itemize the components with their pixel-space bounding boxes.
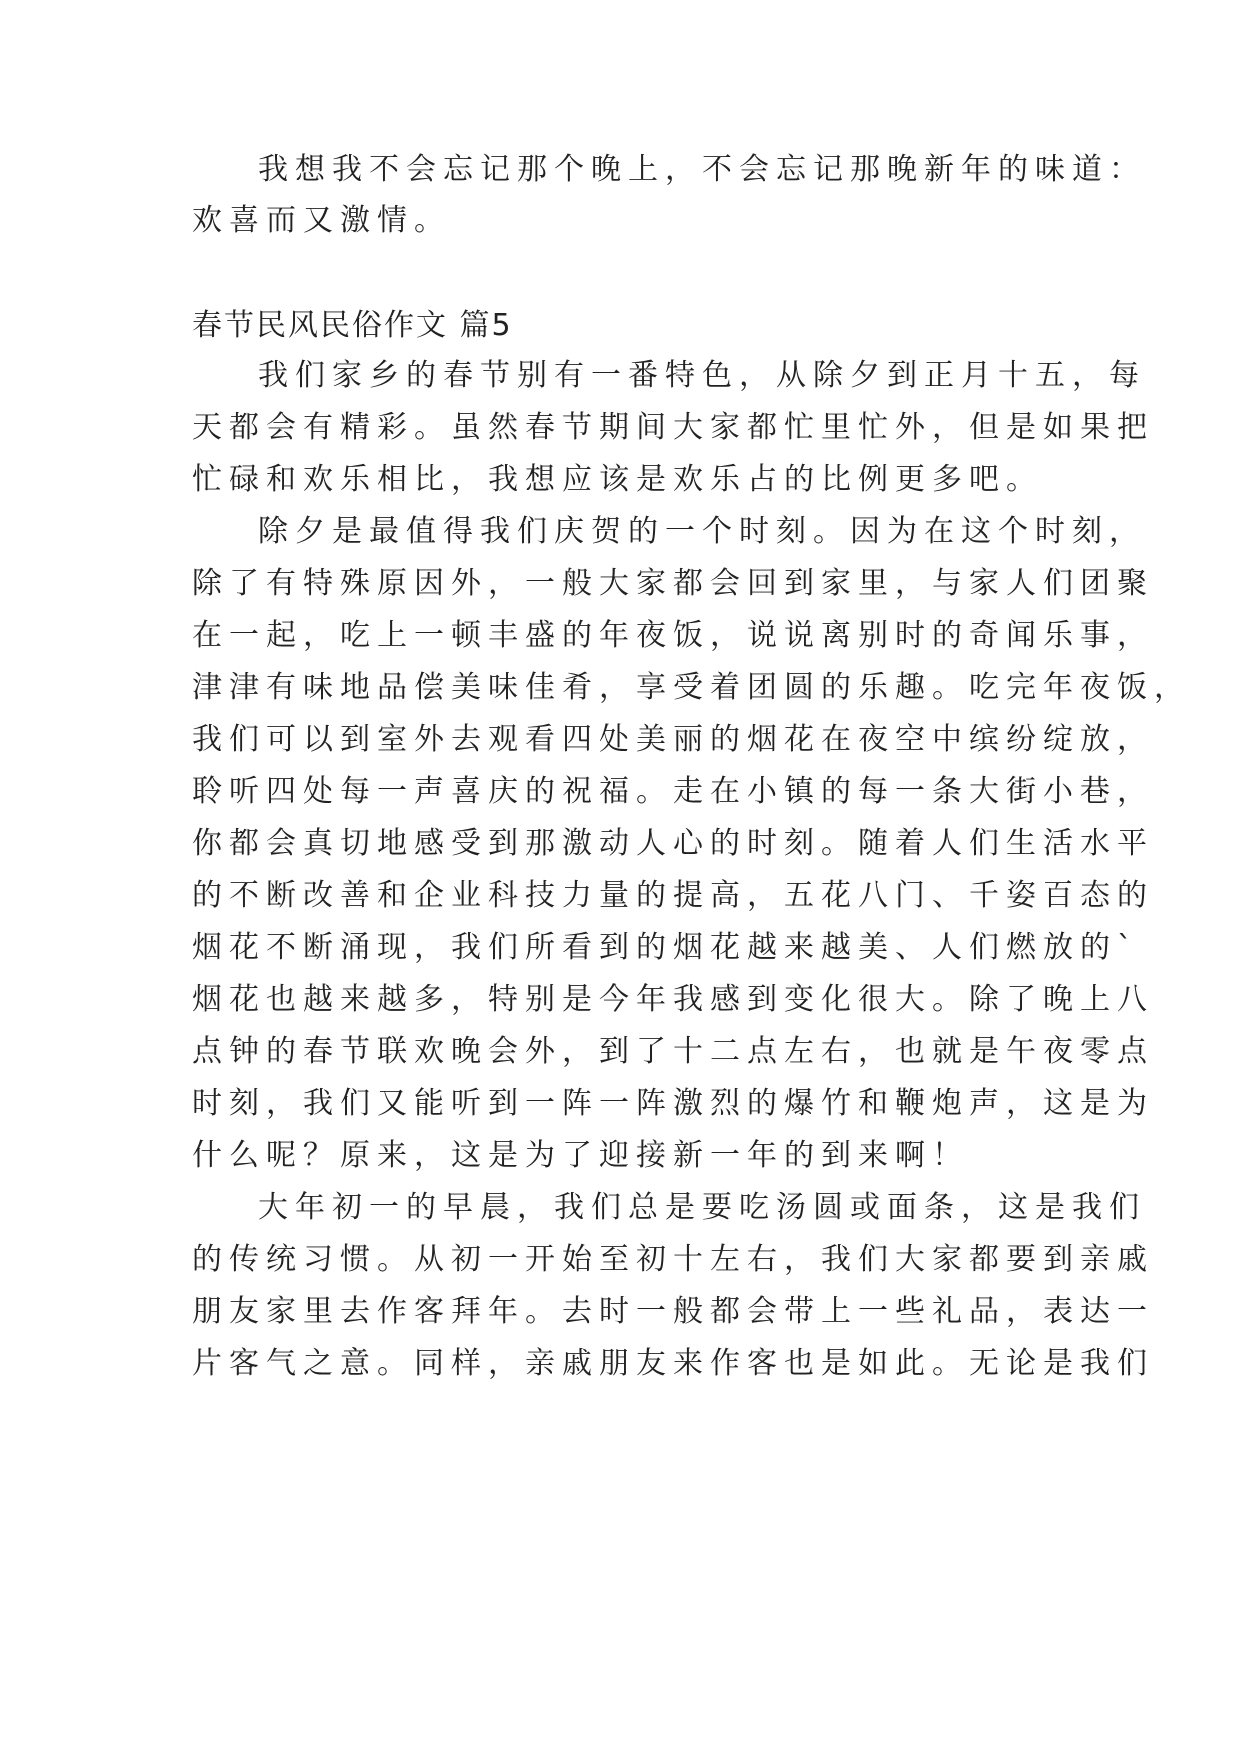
paragraph-1-line-2: 欢喜而又激情。 (192, 203, 451, 238)
paragraph-2-line-1: 我们家乡的春节别有一番特色，从除夕到正月十五，每 (258, 358, 1146, 393)
paragraph-3-line-11: 点钟的春节联欢晚会外，到了十二点左右，也就是午夜零点 (192, 1034, 1154, 1069)
paragraph-3-line-5: 我们可以到室外去观看四处美丽的烟花在夜空中缤纷绽放， (192, 722, 1154, 757)
paragraph-3-line-4: 津津有味地品偿美味佳肴，享受着团圆的乐趣。吃完年夜饭， (192, 670, 1191, 705)
section-heading: 春节民风民俗作文 篇5 (192, 308, 513, 343)
paragraph-3-line-2: 除了有特殊原因外，一般大家都会回到家里，与家人们团聚 (192, 566, 1154, 601)
paragraph-3-line-12: 时刻，我们又能听到一阵一阵激烈的爆竹和鞭炮声，这是为 (192, 1086, 1154, 1121)
paragraph-1-line-1: 我想我不会忘记那个晚上，不会忘记那晚新年的味道： (258, 152, 1146, 187)
paragraph-4-line-1: 大年初一的早晨，我们总是要吃汤圆或面条，这是我们 (258, 1190, 1146, 1225)
paragraph-4-line-3: 朋友家里去作客拜年。去时一般都会带上一些礼品，表达一 (192, 1294, 1154, 1329)
paragraph-2-line-3: 忙碌和欢乐相比，我想应该是欢乐占的比例更多吧。 (192, 462, 1043, 497)
paragraph-3-line-8: 的不断改善和企业科技力量的提高，五花八门、千姿百态的 (192, 878, 1154, 913)
paragraph-3-line-9: 烟花不断涌现，我们所看到的烟花越来越美、人们燃放的` (192, 930, 1139, 965)
paragraph-3-line-10: 烟花也越来越多，特别是今年我感到变化很大。除了晚上八 (192, 982, 1154, 1017)
paragraph-3-line-1: 除夕是最值得我们庆贺的一个时刻。因为在这个时刻， (258, 514, 1146, 549)
paragraph-3-line-3: 在一起，吃上一顿丰盛的年夜饭，说说离别时的奇闻乐事， (192, 618, 1154, 653)
paragraph-3-line-6: 聆听四处每一声喜庆的祝福。走在小镇的每一条大街小巷， (192, 774, 1154, 809)
paragraph-2-line-2: 天都会有精彩。虽然春节期间大家都忙里忙外，但是如果把 (192, 410, 1154, 445)
paragraph-4-line-4: 片客气之意。同样，亲戚朋友来作客也是如此。无论是我们 (192, 1346, 1154, 1381)
paragraph-4-line-2: 的传统习惯。从初一开始至初十左右，我们大家都要到亲戚 (192, 1242, 1154, 1277)
paragraph-3-line-7: 你都会真切地感受到那激动人心的时刻。随着人们生活水平 (192, 826, 1154, 861)
paragraph-3-line-13: 什么呢？原来，这是为了迎接新一年的到来啊！ (192, 1138, 969, 1173)
